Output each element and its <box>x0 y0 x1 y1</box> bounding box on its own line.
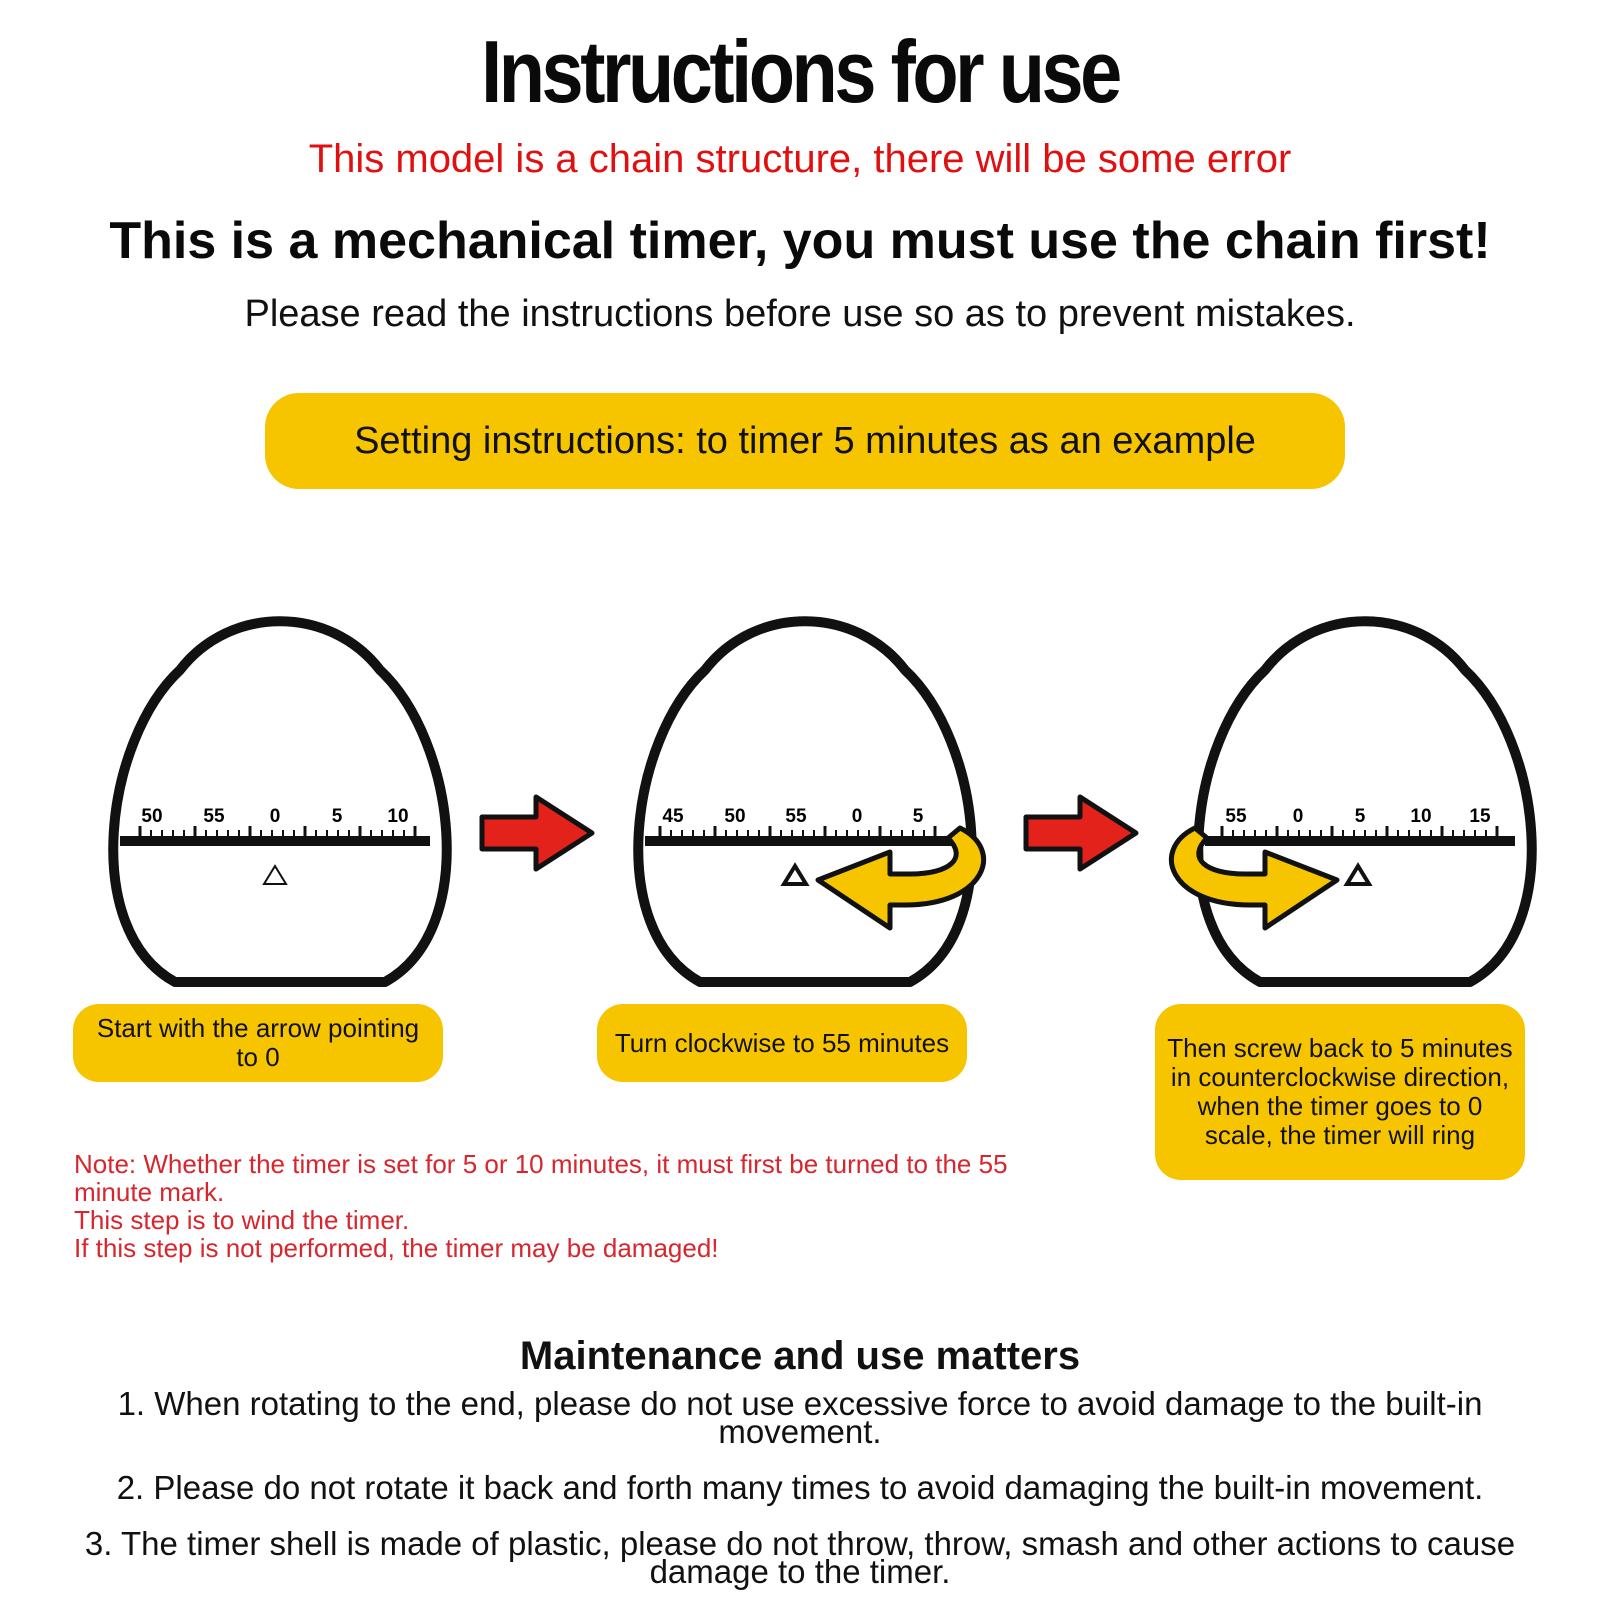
subtitle: Please read the instructions before use so as to prevent mistakes. <box>244 293 1356 335</box>
chain-warning: This model is a chain structure, there will be some error <box>308 137 1292 181</box>
winding-note <box>74 1150 1034 1262</box>
maintenance-item: 3. The timer shell is made of plastic, please do not throw, throw, smash and other actions to cause damage to the timer. <box>84 1525 1516 1590</box>
pointer-triangle-icon <box>264 866 286 884</box>
timer-steps-diagram <box>0 560 1600 1020</box>
scale-label: 10 <box>1410 806 1432 827</box>
scale-label: 15 <box>1469 806 1491 827</box>
scale-label: 55 <box>785 806 807 827</box>
scale-label: 50 <box>724 806 746 827</box>
scale-label: 0 <box>1292 806 1304 827</box>
scale-label: 10 <box>387 806 409 827</box>
pointer-triangle-icon <box>1347 866 1369 884</box>
note-line: If this step is not performed, the timer may be damaged! <box>74 1233 719 1263</box>
scale-label: 0 <box>851 806 863 827</box>
page-title: Instructions for use <box>481 22 1119 121</box>
next-step-arrow-icon <box>482 797 592 869</box>
scale-label: 55 <box>203 806 225 827</box>
scale-label: 0 <box>269 806 281 827</box>
next-step-arrow-icon <box>1026 797 1136 869</box>
scale-label: 45 <box>662 806 684 827</box>
pointer-triangle-icon <box>784 866 806 884</box>
scale-label: 50 <box>141 806 163 827</box>
scale-label: 5 <box>1354 806 1366 827</box>
step-3-caption: Then screw back to 5 minutes in counterclockwise direction, when the timer goes to 0 scale, the timer will ring <box>1155 1004 1525 1180</box>
setting-banner: Setting instructions: to timer 5 minutes as an example <box>265 393 1345 489</box>
egg-timer-3 <box>1198 621 1531 982</box>
step-1-caption: Start with the arrow pointing to 0 <box>73 1004 443 1082</box>
scale-label: 5 <box>331 806 343 827</box>
step-2-caption: Turn clockwise to 55 minutes <box>597 1004 967 1082</box>
scale-label: 55 <box>1225 806 1247 827</box>
note-line: Note: Whether the timer is set for 5 or 10 minutes, it must first be turned to the 55 minute mark. <box>74 1149 1008 1207</box>
egg-timer-2 <box>638 621 971 982</box>
note-line: This step is to wind the timer. <box>74 1205 410 1235</box>
egg-timer-1 <box>113 621 446 982</box>
scale-label: 5 <box>912 806 924 827</box>
maintenance-item: 2. Please do not rotate it back and forth many times to avoid damaging the built-in movement. <box>116 1469 1484 1506</box>
headline: This is a mechanical timer, you must use the chain first! <box>109 212 1491 270</box>
maintenance-list <box>80 1385 1520 1614</box>
maintenance-title: Maintenance and use matters <box>519 1334 1081 1378</box>
maintenance-item: 1. When rotating to the end, please do not use excessive force to avoid damage to the built-in movement. <box>117 1385 1483 1450</box>
